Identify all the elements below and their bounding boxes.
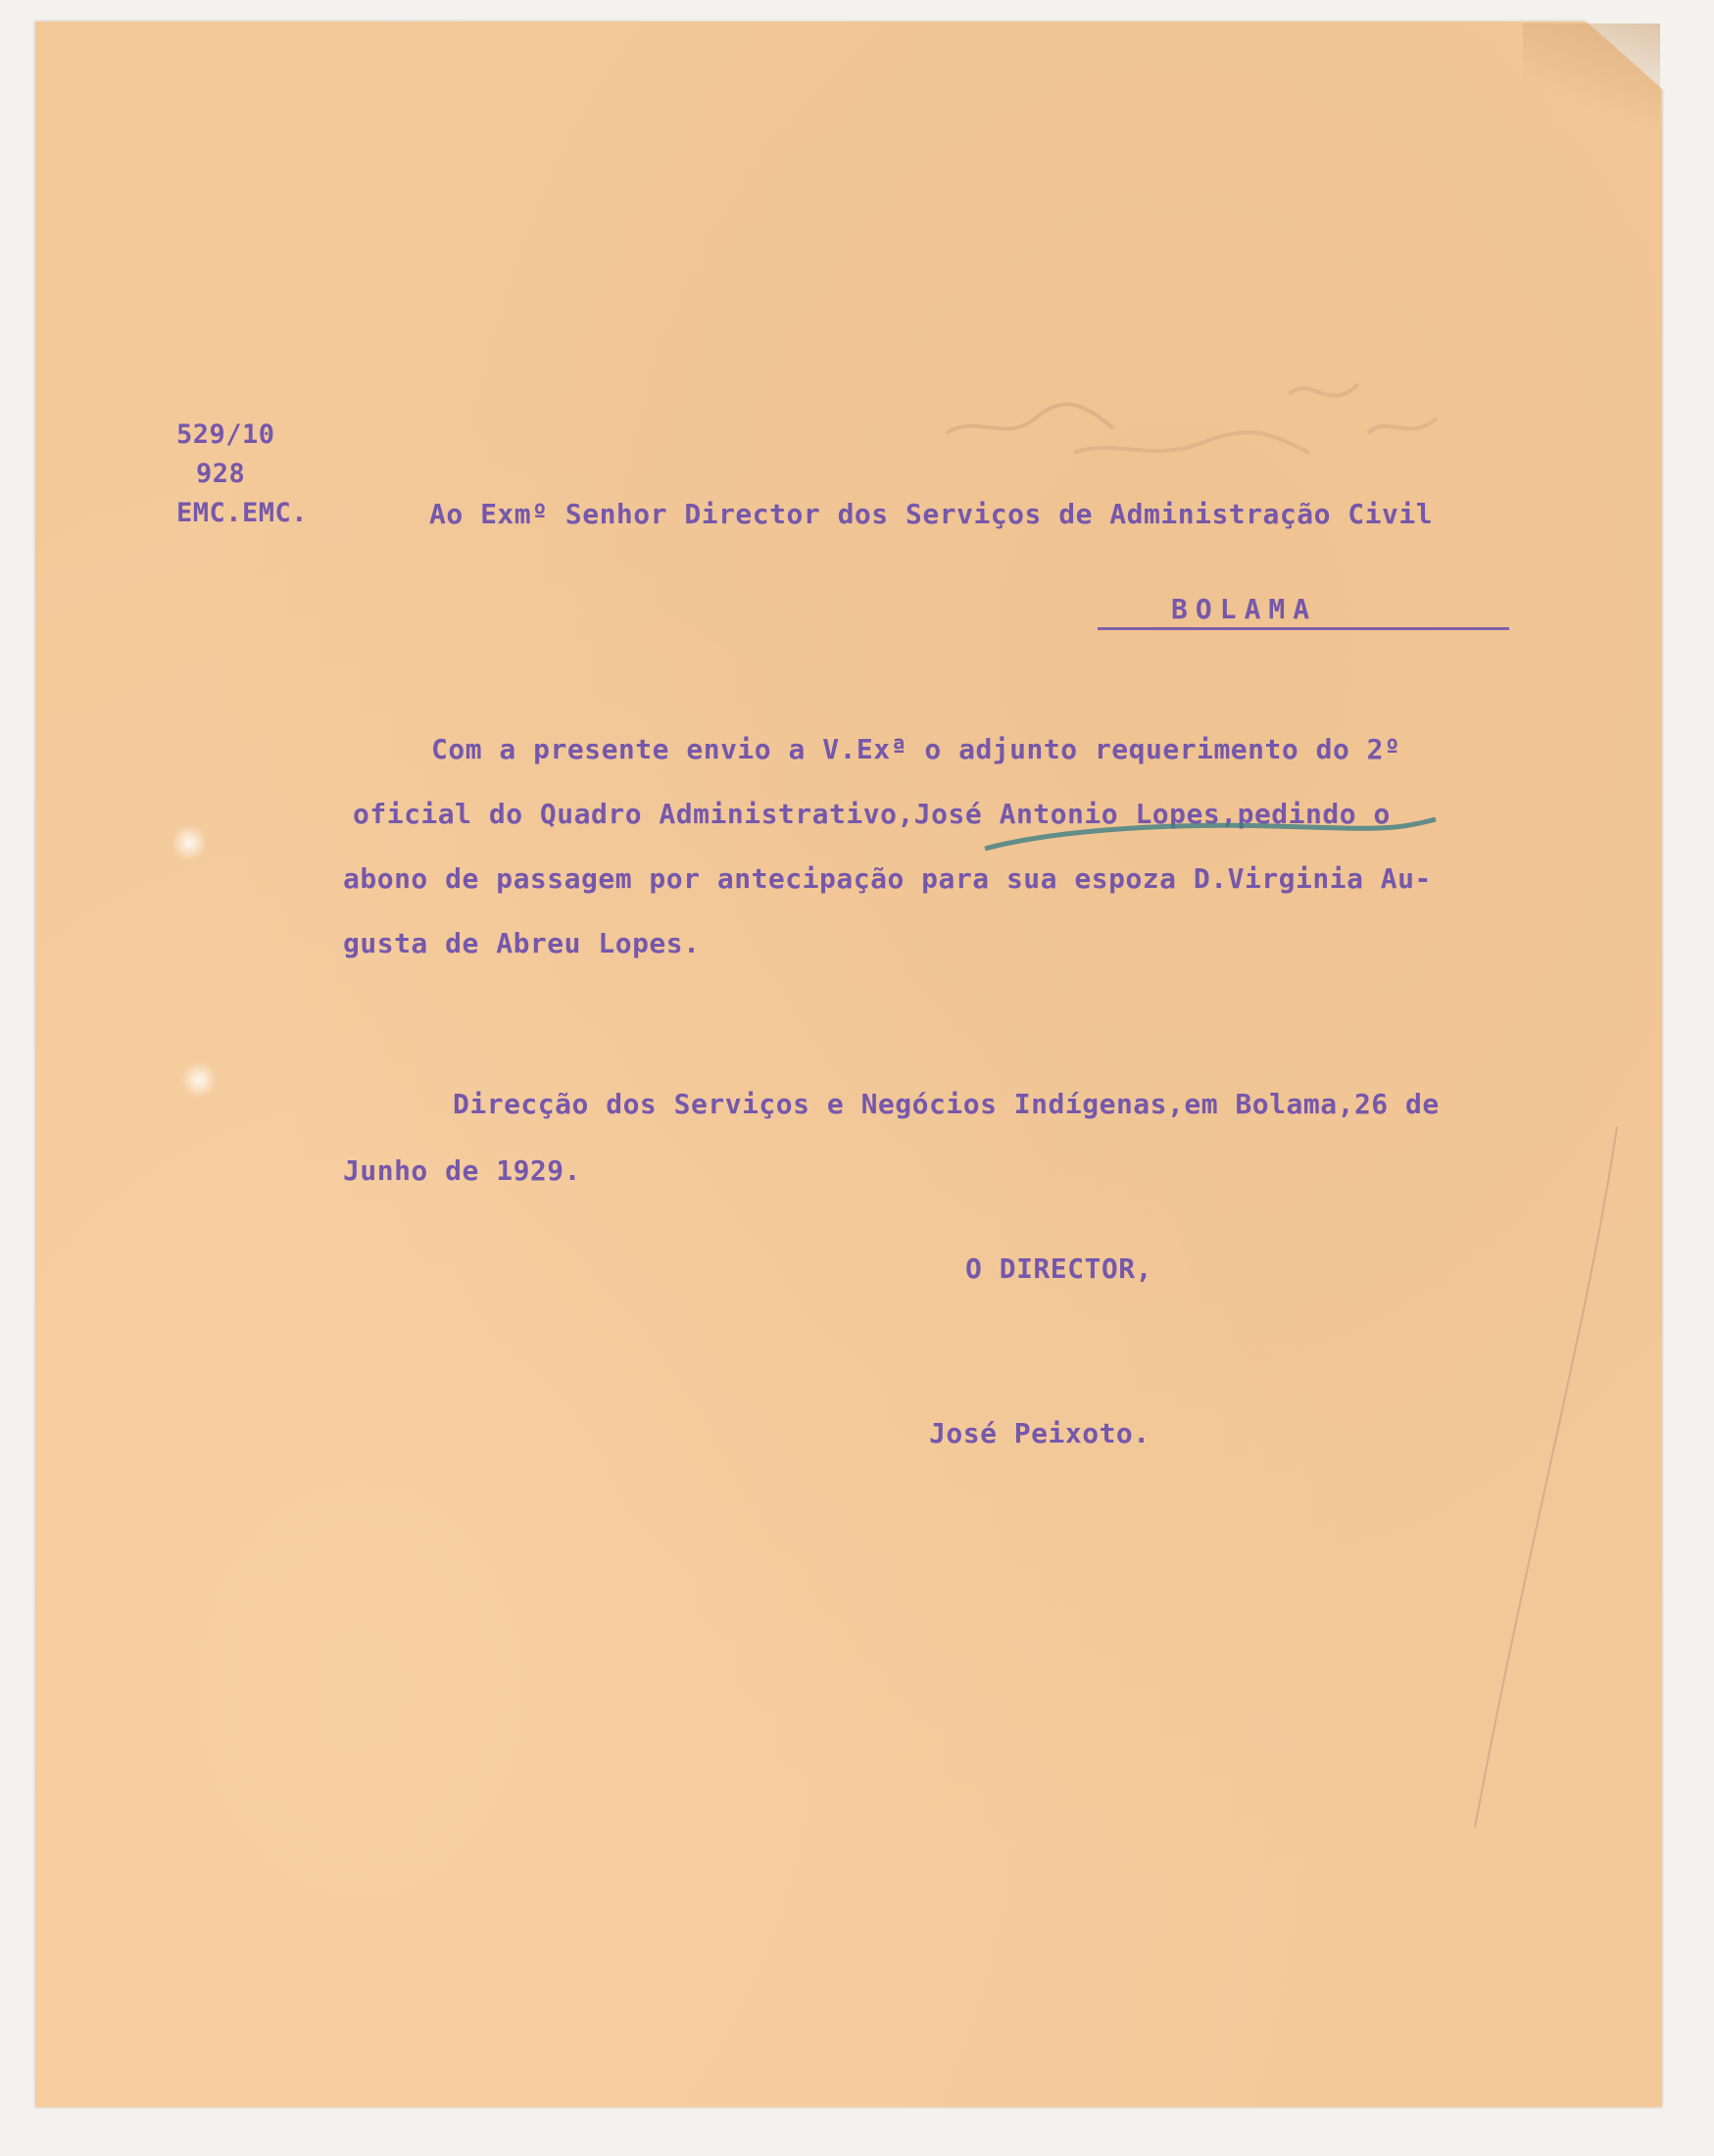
addressee-city: BOLAMA	[1171, 593, 1318, 625]
body-line: abono de passagem por antecipação para sua espoza D.Virginia Au-	[343, 862, 1432, 895]
body-line: gusta de Abreu Lopes.	[343, 927, 701, 959]
faint-margin-line	[1470, 1127, 1627, 1833]
place-date-line: Direcção dos Serviços e Negócios Indígenas,em Bolama,26 de	[453, 1088, 1440, 1120]
place-date-line: Junho de 1929.	[343, 1154, 582, 1187]
body-line: Com a presente envio a V.Exª o adjunto requerimento do 2º	[431, 733, 1401, 765]
signatory-name: José Peixoto.	[929, 1417, 1151, 1449]
punch-hole	[182, 1060, 216, 1100]
letter-sheet	[35, 22, 1662, 2107]
city-underline	[1098, 627, 1509, 630]
reference-code: 928	[196, 459, 246, 489]
body-line: oficial do Quadro Administrativo,José Antonio Lopes,pedindo o	[353, 798, 1391, 830]
pen-underline-mark	[980, 811, 1441, 860]
faint-handwritten-annotation	[917, 325, 1466, 521]
punch-hole	[172, 823, 206, 862]
corner-stain	[1523, 24, 1660, 131]
reference-initials: EMC.EMC.	[176, 498, 309, 528]
reference-number: 529/10	[176, 419, 275, 450]
signatory-title: O DIRECTOR,	[965, 1252, 1152, 1285]
addressee-line: Ao Exmº Senhor Director dos Serviços de Administração Civil	[429, 498, 1434, 530]
